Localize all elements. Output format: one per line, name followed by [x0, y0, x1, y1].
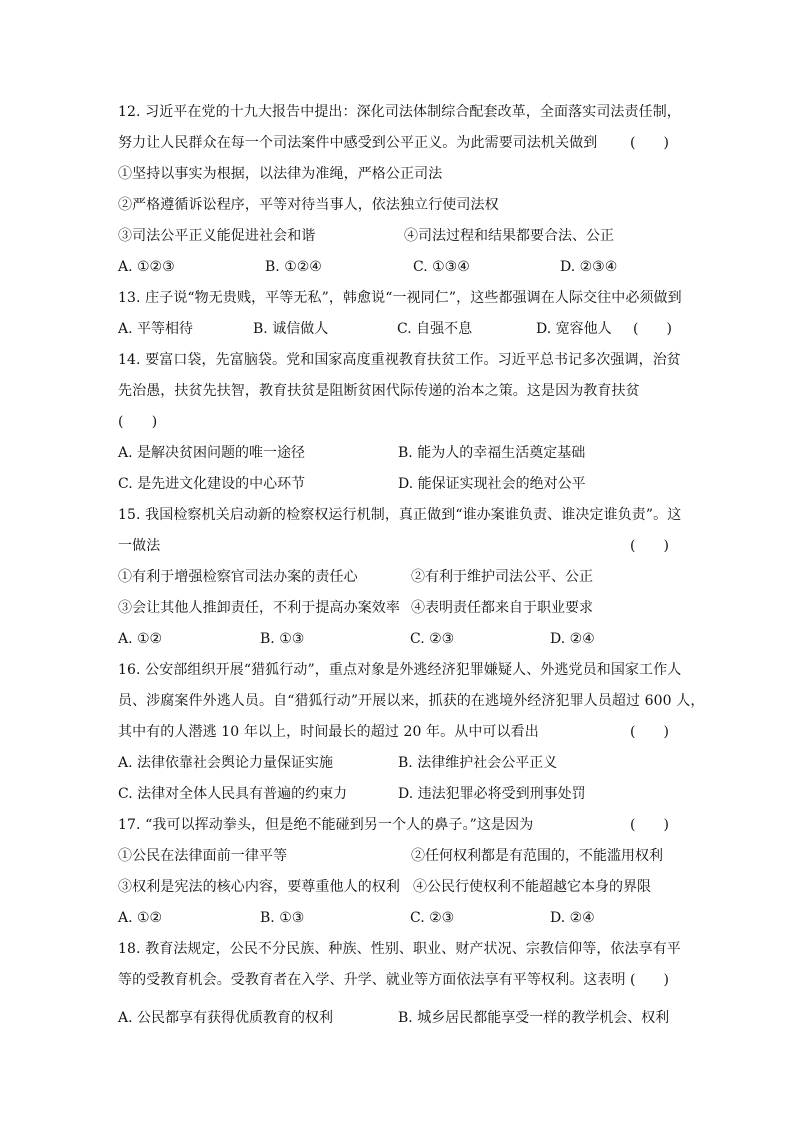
question-stem: 12. 习近平在党的十九大报告中提出：深化司法体制综合配套改革，全面落实司法责任制， [118, 104, 681, 120]
answer-option-a[interactable]: A. ①②③ [118, 259, 175, 275]
answer-option-a[interactable]: A. ①② [118, 631, 163, 647]
statement-item: ②有利于维护司法公平、公正 [411, 569, 593, 585]
question-stem: 13. 庄子说“物无贵贱，平等无私”，韩愈说“一视同仁”，这些都强调在人际交往中必须做到 [118, 290, 682, 306]
answer-option-b[interactable]: B. ①③ [260, 631, 305, 647]
statement-item: ②任何权利都是有范围的，不能滥用权利 [411, 848, 663, 864]
answer-option-a[interactable]: A. 法律依靠社会舆论力量保证实施 [118, 755, 334, 771]
answer-bracket: ( ) [630, 538, 669, 554]
answer-option-c[interactable]: C. ②③ [410, 910, 455, 926]
answer-bracket: ( ) [630, 817, 669, 833]
answer-option-c[interactable]: C. 是先进文化建设的中心环节 [118, 476, 306, 492]
statement-item: ①有利于增强检察官司法办案的责任心 [118, 569, 358, 585]
answer-option-d[interactable]: D. ②④ [550, 631, 595, 647]
answer-bracket: ( ) [118, 414, 158, 430]
answer-option-b[interactable]: B. ①②④ [265, 259, 322, 275]
answer-bracket: ( ) [630, 135, 669, 151]
answer-option-a[interactable]: A. ①② [118, 910, 163, 926]
question-stem: 17. “我可以挥动拳头，但是绝不能碰到另一个人的鼻子。”这是因为 [118, 817, 534, 833]
answer-option-d[interactable]: D. 违法犯罪必将受到刑事处罚 [398, 786, 586, 802]
statement-item: ④表明责任都来自于职业要求 [411, 600, 593, 616]
answer-option-c[interactable]: C. 自强不息 [397, 321, 473, 337]
statement-item: ③会让其他人推卸责任，不利于提高办案效率 [118, 600, 400, 616]
statement-item: ④公民行使权利不能超越它本身的界限 [413, 879, 651, 895]
question-stem: 先治愚，扶贫先扶智，教育扶贫是阻断贫困代际传递的治本之策。这是因为教育扶贫 [118, 383, 640, 399]
answer-option-d[interactable]: D. 宽容他人 [536, 321, 612, 337]
answer-option-b[interactable]: B. 法律维护社会公平正义 [398, 755, 558, 771]
question-stem: 员、涉腐案件外逃人员。自“猎狐行动”开展以来，抓获的在逃境外经济犯罪人员超过 600 人， [118, 693, 705, 709]
answer-option-b[interactable]: B. 能为人的幸福生活奠定基础 [398, 445, 586, 461]
question-stem: 其中有的人潜逃 10 年以上，时间最长的超过 20 年。从中可以看出 [118, 724, 539, 740]
question-stem: 努力让人民群众在每一个司法案件中感受到公平正义。为此需要司法机关做到 [118, 135, 598, 151]
question-stem: 一做法 [118, 538, 161, 554]
question-stem: 等的受教育机会。受教育者在入学、升学、就业等方面依法享有平等权利。这表明 [118, 972, 626, 988]
answer-option-d[interactable]: D. ②④ [550, 910, 595, 926]
question-stem: 16. 公安部组织开展“猎狐行动”，重点对象是外逃经济犯罪嫌疑人、外逃党员和国家工作人 [118, 662, 682, 678]
statement-item: ③司法公平正义能促进社会和谐 [118, 228, 316, 244]
question-stem: 14. 要富口袋，先富脑袋。党和国家高度重视教育扶贫工作。习近平总书记多次强调，治贫 [118, 352, 681, 368]
answer-bracket: ( ) [633, 321, 672, 337]
answer-option-a[interactable]: A. 是解决贫困问题的唯一途径 [118, 445, 306, 461]
answer-bracket: ( ) [630, 724, 669, 740]
answer-option-b[interactable]: B. ①③ [260, 910, 305, 926]
question-stem: 18. 教育法规定，公民不分民族、种族、性别、职业、财产状况、宗教信仰等，依法享有平 [118, 941, 681, 957]
answer-option-c[interactable]: C. 法律对全体人民具有普遍的约束力 [118, 786, 348, 802]
answer-option-b[interactable]: B. 城乡居民都能享受一样的教学机会、权利 [398, 1010, 670, 1026]
statement-item: ④司法过程和结果都要合法、公正 [404, 228, 614, 244]
answer-option-d[interactable]: D. 能保证实现社会的绝对公平 [398, 476, 586, 492]
answer-option-a[interactable]: A. 公民都享有获得优质教育的权利 [118, 1010, 334, 1026]
statement-item: ①公民在法律面前一律平等 [118, 848, 288, 864]
statement-item: ①坚持以事实为根据，以法律为准绳，严格公正司法 [118, 166, 443, 182]
statement-item: ②严格遵循诉讼程序，平等对待当事人，依法独立行使司法权 [118, 197, 499, 213]
answer-bracket: ( ) [630, 972, 669, 988]
answer-option-d[interactable]: D. ②③④ [560, 259, 618, 275]
question-stem: 15. 我国检察机关启动新的检察权运行机制，真正做到“谁办案谁负责、谁决定谁负责”。这 [118, 507, 682, 523]
answer-option-b[interactable]: B. 诚信做人 [253, 321, 329, 337]
answer-option-c[interactable]: C. ②③ [410, 631, 455, 647]
answer-option-c[interactable]: C. ①③④ [413, 259, 470, 275]
answer-option-a[interactable]: A. 平等相待 [118, 321, 194, 337]
statement-item: ③权利是宪法的核心内容，要尊重他人的权利 [118, 879, 400, 895]
